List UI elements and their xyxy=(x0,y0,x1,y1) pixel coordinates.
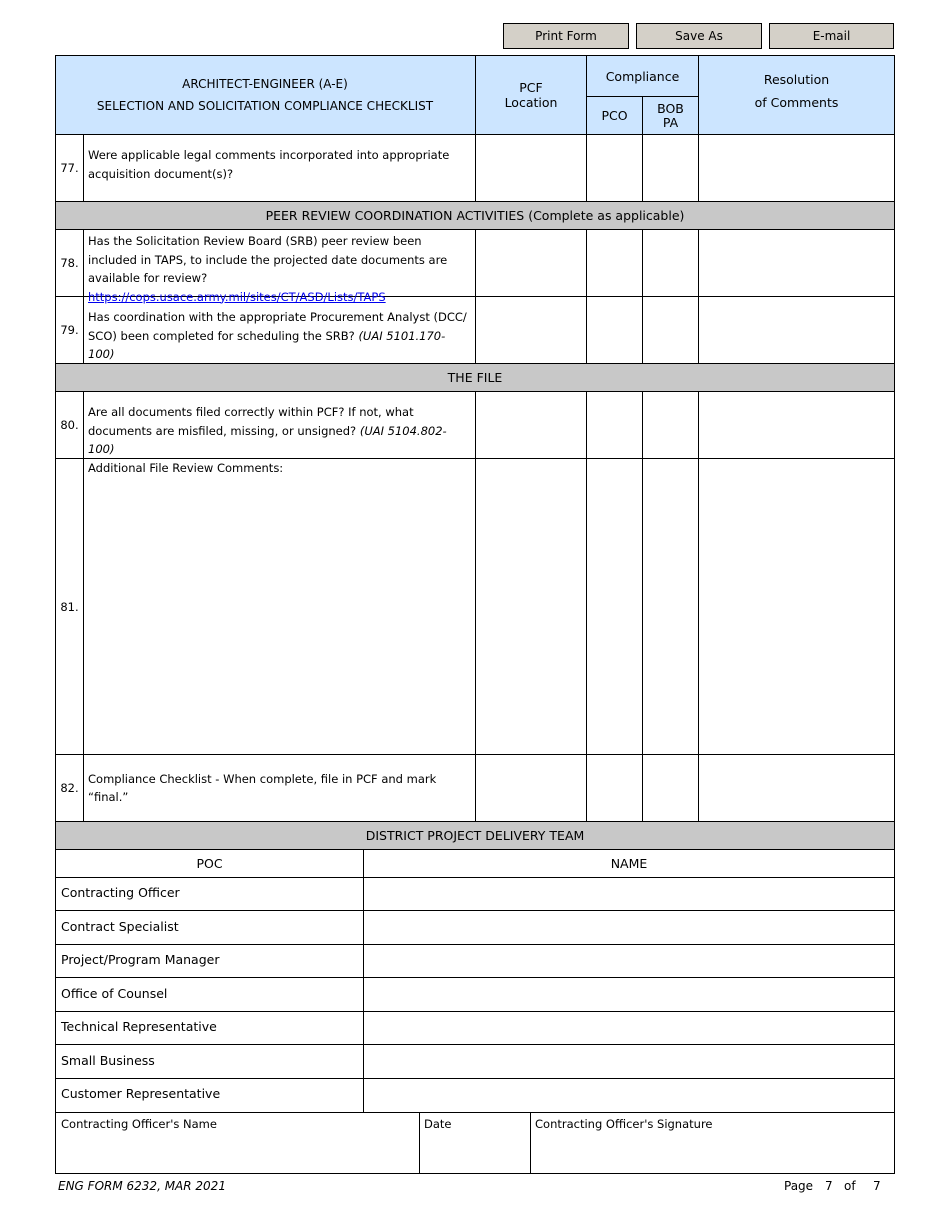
page-number: 7 xyxy=(825,1179,833,1193)
bob-pa-header: BOB PA xyxy=(657,100,684,130)
section-title-the-file: THE FILE xyxy=(447,369,503,385)
date-field[interactable] xyxy=(421,1134,528,1172)
team-role-label: Contract Specialist xyxy=(61,919,179,934)
item-question: Has coordination with the appropriate Procurement Analyst (DCC/ SCO) been completed for scheduling the SRB? (UAI 5101.170-100) xyxy=(88,310,467,361)
name-field-contracting-officer[interactable] xyxy=(365,879,893,909)
section-title-peer-review: PEER REVIEW COORDINATION ACTIVITIES (Complete as applicable) xyxy=(265,207,685,223)
item-question: Compliance Checklist - When complete, file in PCF and mark “final.” xyxy=(88,771,437,804)
poc-column-header: POC xyxy=(196,856,223,871)
form-title-line1: ARCHITECT-ENGINEER (A-E) xyxy=(182,77,348,91)
pco-header: PCO xyxy=(601,108,628,123)
compliance-header: Compliance xyxy=(605,68,680,84)
taps-link[interactable]: https://cops.usace.army.mil/sites/CT/ASD/Lists/TAPS xyxy=(88,289,386,304)
form-id: ENG FORM 6232, MAR 2021 xyxy=(58,1179,226,1193)
item-question: Additional File Review Comments: xyxy=(88,461,284,475)
item-number: 80. xyxy=(60,418,79,432)
name-field-office-of-counsel[interactable] xyxy=(365,979,893,1010)
section-title-team: DISTRICT PROJECT DELIVERY TEAM xyxy=(365,827,585,843)
co-signature-label: Contracting Officer's Signature xyxy=(535,1117,713,1131)
date-label: Date xyxy=(424,1117,452,1131)
page-word: Page xyxy=(784,1179,814,1193)
email-button[interactable]: E-mail xyxy=(769,23,894,49)
team-role-label: Customer Representative xyxy=(61,1086,221,1101)
page-total: 7 xyxy=(873,1179,881,1193)
item-number: 79. xyxy=(60,323,79,337)
name-field-technical-representative[interactable] xyxy=(365,1013,893,1043)
team-role-label: Small Business xyxy=(61,1053,155,1068)
resolution-header: Resolution of Comments xyxy=(754,72,839,110)
co-signature-field[interactable] xyxy=(532,1134,892,1172)
team-role-label: Office of Counsel xyxy=(61,986,168,1001)
print-form-button[interactable]: Print Form xyxy=(503,23,629,49)
co-name-field[interactable] xyxy=(57,1134,417,1172)
item-number: 82. xyxy=(60,781,79,795)
team-role-label: Contracting Officer xyxy=(61,885,180,900)
team-role-label: Project/Program Manager xyxy=(61,952,220,967)
pcf-location-header: PCF Location xyxy=(504,79,558,110)
name-field-project-manager[interactable] xyxy=(365,946,893,976)
save-as-button[interactable]: Save As xyxy=(636,23,762,49)
name-column-header: NAME xyxy=(610,856,648,871)
name-field-small-business[interactable] xyxy=(365,1046,893,1077)
name-field-customer-representative[interactable] xyxy=(365,1080,893,1111)
item-number: 77. xyxy=(60,161,79,175)
item-question: Has the Solicitation Review Board (SRB) peer review been included in TAPS, to include the projected date documents are available for review? https://cops.usace.army.mil/sites/CT/ASD/Lists/TAPS xyxy=(88,234,448,304)
item-question: Are all documents filed correctly within PCF? If not, what documents are misfiled, missing, or unsigned? (UAI 5104.802-100) xyxy=(88,405,447,456)
co-name-label: Contracting Officer's Name xyxy=(61,1117,217,1131)
item-number: 81. xyxy=(60,599,79,614)
form-title xyxy=(56,70,474,120)
item-number: 78. xyxy=(60,256,79,270)
item-question: Were applicable legal comments incorporated into appropriate acquisition document(s)? xyxy=(88,148,450,181)
name-field-contract-specialist[interactable] xyxy=(365,912,893,943)
team-role-label: Technical Representative xyxy=(61,1019,217,1034)
of-word: of xyxy=(844,1179,856,1193)
form-title-line2: SELECTION AND SOLICITATION COMPLIANCE CHECKLIST xyxy=(96,99,434,113)
